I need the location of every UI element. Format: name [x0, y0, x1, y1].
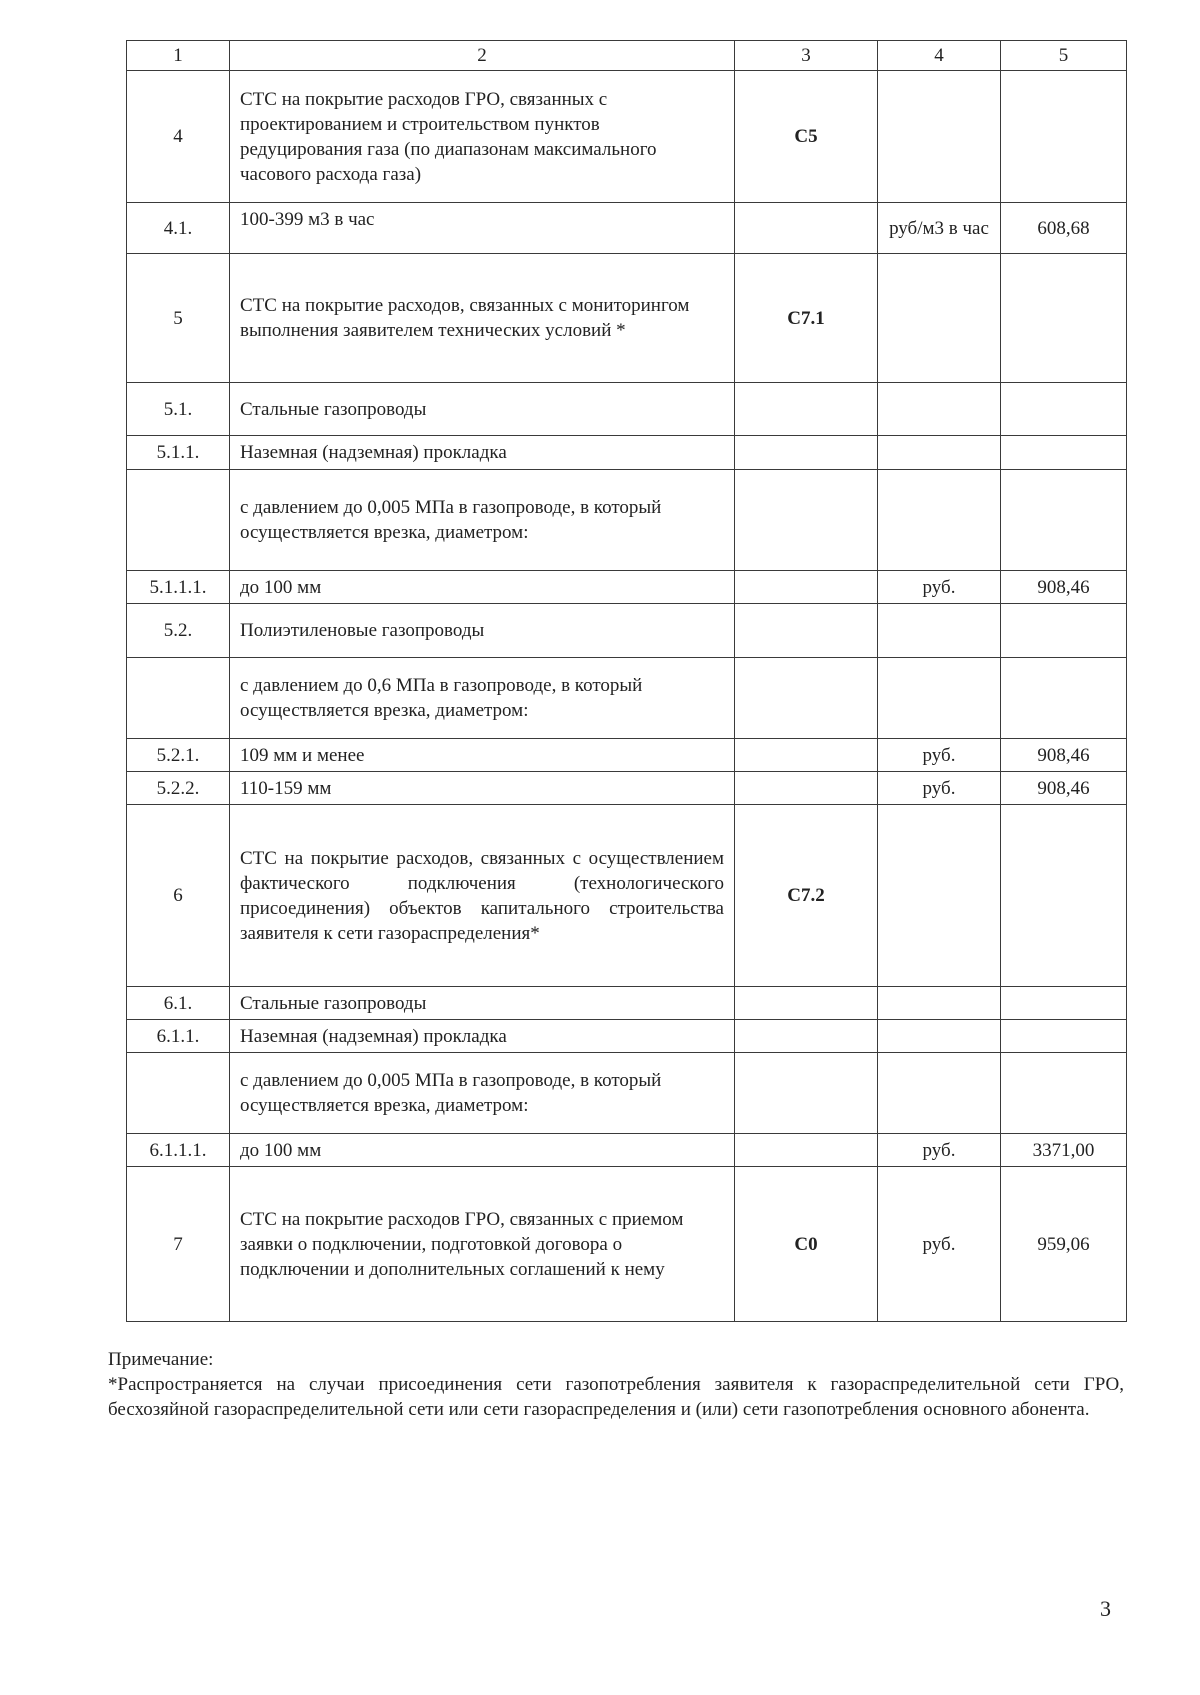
row-number: 5.2.2.: [127, 772, 230, 805]
table-row: [127, 71, 1127, 203]
row-number: 6.1.: [127, 987, 230, 1020]
row-description: с давлением до 0,6 МПа в газопроводе, в который осуществляется врезка, диаметром:: [230, 658, 735, 739]
table-header-row: [127, 41, 1127, 71]
row-description: до 100 мм: [230, 1134, 735, 1167]
row-value: [1001, 805, 1127, 987]
header-cell: 4: [878, 41, 1001, 71]
row-unit: [878, 987, 1001, 1020]
row-description: СТС на покрытие расходов, связанных с осуществлением фактического подключения (технологического присоединения) объектов капитального строительства заявителя к сети газораспределения*: [230, 805, 735, 987]
row-description: Полиэтиленовые газопроводы: [230, 604, 735, 658]
row-code: С7.1: [735, 254, 878, 383]
row-unit: [878, 604, 1001, 658]
row-code: [735, 470, 878, 571]
row-number: [127, 470, 230, 571]
row-number: [127, 1053, 230, 1134]
row-code: С7.2: [735, 805, 878, 987]
row-value: 959,06: [1001, 1167, 1127, 1322]
row-description: с давлением до 0,005 МПа в газопроводе, в который осуществляется врезка, диаметром:: [230, 1053, 735, 1134]
row-unit: руб.: [878, 772, 1001, 805]
row-description: СТС на покрытие расходов ГРО, связанных с приемом заявки о подключении, подготовкой договора о подключении и дополнительных соглашений к нему: [230, 1167, 735, 1322]
row-number: 5.2.: [127, 604, 230, 658]
row-code: [735, 436, 878, 470]
tariff-table: [126, 40, 1127, 1322]
row-code: С5: [735, 71, 878, 203]
row-value: [1001, 658, 1127, 739]
row-value: [1001, 71, 1127, 203]
row-code: [735, 772, 878, 805]
row-value: 608,68: [1001, 203, 1127, 254]
row-unit: [878, 805, 1001, 987]
row-value: [1001, 604, 1127, 658]
header-cell: 1: [127, 41, 230, 71]
row-unit: [878, 1020, 1001, 1053]
table-row: [127, 739, 1127, 772]
row-unit: [878, 254, 1001, 383]
table-row: [127, 436, 1127, 470]
row-unit: руб.: [878, 739, 1001, 772]
row-code: [735, 1020, 878, 1053]
table-row: [127, 772, 1127, 805]
row-description: Наземная (надземная) прокладка: [230, 1020, 735, 1053]
row-code: [735, 987, 878, 1020]
row-number: 7: [127, 1167, 230, 1322]
table-row: [127, 1053, 1127, 1134]
table-row: [127, 1134, 1127, 1167]
row-description: Наземная (надземная) прокладка: [230, 436, 735, 470]
row-description: 110-159 мм: [230, 772, 735, 805]
table-row: [127, 383, 1127, 436]
row-description: 109 мм и менее: [230, 739, 735, 772]
row-number: 5.1.1.: [127, 436, 230, 470]
row-value: 3371,00: [1001, 1134, 1127, 1167]
row-value: [1001, 254, 1127, 383]
row-code: [735, 383, 878, 436]
row-description: Стальные газопроводы: [230, 987, 735, 1020]
page-number: 3: [1100, 1596, 1111, 1621]
table-row: [127, 470, 1127, 571]
row-unit: руб/м3 в час: [878, 203, 1001, 254]
row-value: 908,46: [1001, 571, 1127, 604]
row-code: [735, 1134, 878, 1167]
row-number: 5.2.1.: [127, 739, 230, 772]
row-code: [735, 1053, 878, 1134]
row-code: [735, 604, 878, 658]
row-number: 6.1.1.1.: [127, 1134, 230, 1167]
row-unit: руб.: [878, 1167, 1001, 1322]
row-value: 908,46: [1001, 772, 1127, 805]
table-row: [127, 203, 1127, 254]
row-number: 5: [127, 254, 230, 383]
row-code: [735, 203, 878, 254]
table-row: [127, 604, 1127, 658]
row-unit: руб.: [878, 571, 1001, 604]
row-description: 100-399 м3 в час: [230, 203, 735, 254]
row-value: [1001, 1020, 1127, 1053]
row-description: СТС на покрытие расходов, связанных с мониторингом выполнения заявителем технических условий *: [230, 254, 735, 383]
row-number: 4: [127, 71, 230, 203]
table-row: [127, 987, 1127, 1020]
table-row: [127, 254, 1127, 383]
row-code: [735, 571, 878, 604]
row-unit: [878, 383, 1001, 436]
row-description: Стальные газопроводы: [230, 383, 735, 436]
note-title: Примечание:: [108, 1349, 214, 1370]
row-unit: [878, 1053, 1001, 1134]
row-description: СТС на покрытие расходов ГРО, связанных с проектированием и строительством пунктов редуцирования газа (по диапазонам максимального часового расхода газа): [230, 71, 735, 203]
row-unit: [878, 436, 1001, 470]
table-row: [127, 1167, 1127, 1322]
table-row: [127, 1020, 1127, 1053]
row-unit: [878, 71, 1001, 203]
row-description: с давлением до 0,005 МПа в газопроводе, в который осуществляется врезка, диаметром:: [230, 470, 735, 571]
table-row: [127, 658, 1127, 739]
row-unit: [878, 658, 1001, 739]
row-description: до 100 мм: [230, 571, 735, 604]
header-cell: 3: [735, 41, 878, 71]
row-code: [735, 739, 878, 772]
row-number: 4.1.: [127, 203, 230, 254]
row-number: 6.1.1.: [127, 1020, 230, 1053]
row-value: [1001, 987, 1127, 1020]
table-row: [127, 805, 1127, 987]
table-row: [127, 571, 1127, 604]
row-code: С0: [735, 1167, 878, 1322]
row-code: [735, 658, 878, 739]
row-unit: [878, 470, 1001, 571]
row-number: 5.1.: [127, 383, 230, 436]
row-value: 908,46: [1001, 739, 1127, 772]
row-number: 5.1.1.1.: [127, 571, 230, 604]
footnote: [108, 1347, 1124, 1422]
header-cell: 2: [230, 41, 735, 71]
header-cell: 5: [1001, 41, 1127, 71]
row-value: [1001, 1053, 1127, 1134]
row-number: [127, 658, 230, 739]
row-number: 6: [127, 805, 230, 987]
row-value: [1001, 436, 1127, 470]
note-text: *Распространяется на случаи присоединения сети газопотребления заявителя к газораспределительной сети ГРО, бесхозяйной газораспределительной сети или сети газораспределения и (или) сети газопотребления основного абонента.: [108, 1374, 1124, 1420]
row-unit: руб.: [878, 1134, 1001, 1167]
row-value: [1001, 470, 1127, 571]
row-value: [1001, 383, 1127, 436]
